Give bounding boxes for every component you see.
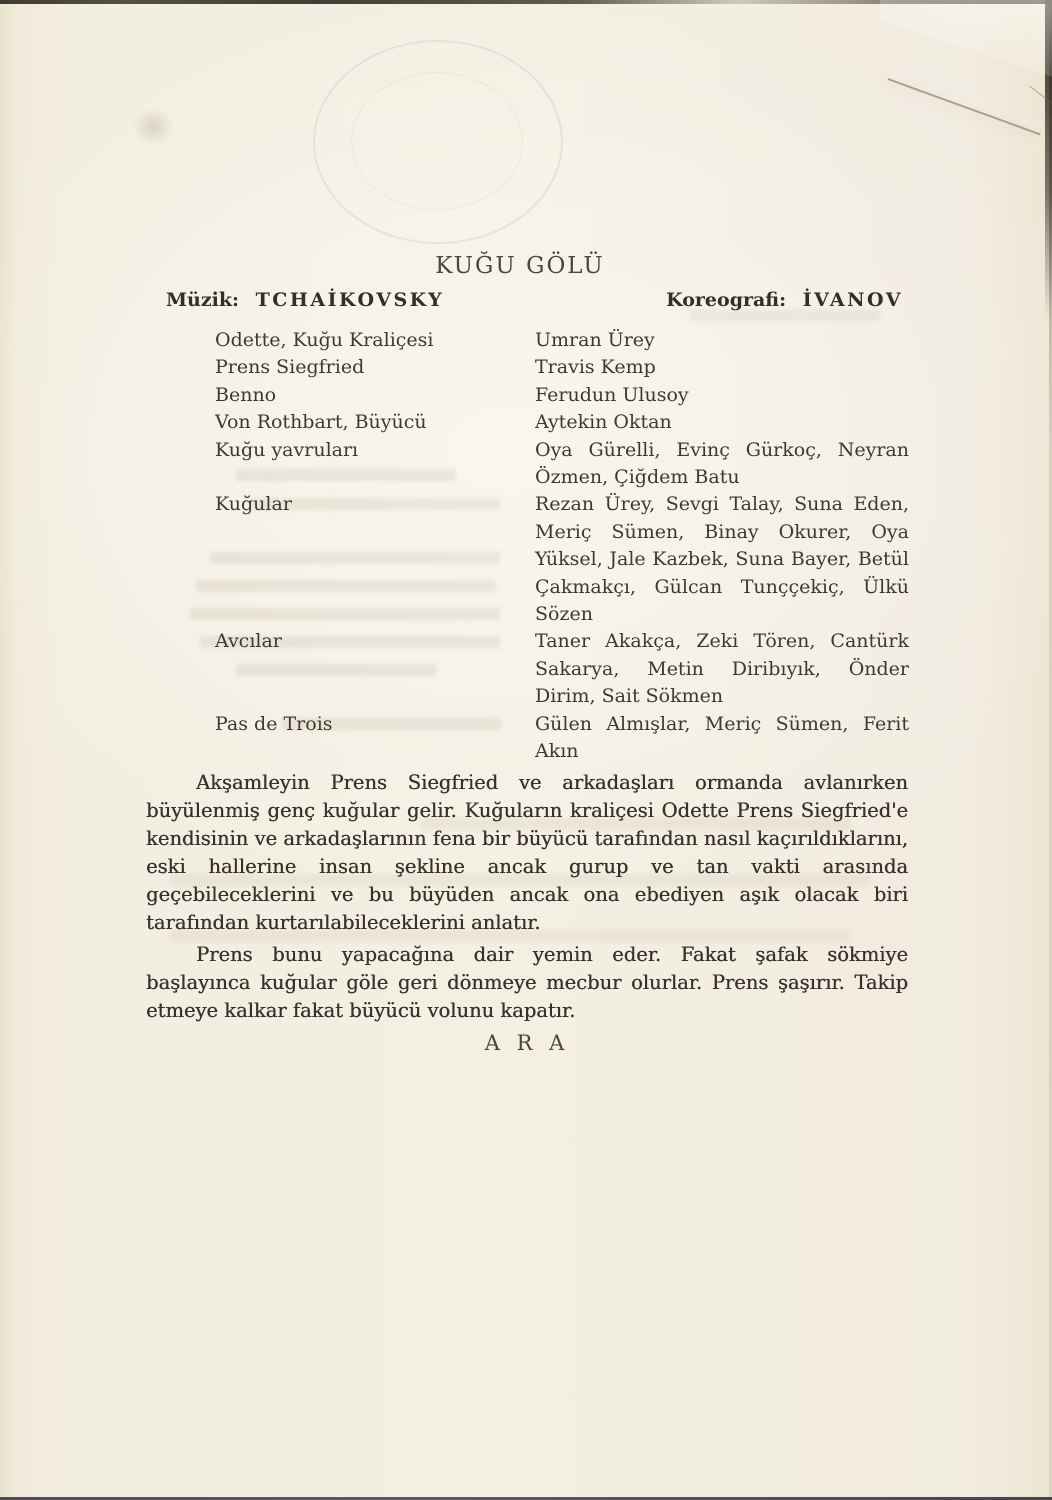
cast-role: Odette, Kuğu Kraliçesi [215,329,434,351]
choreography-credit [666,289,903,311]
cast-role: Avcılar [215,630,282,653]
music-label: Müzik: [166,289,240,311]
cast-role: Prens Siegfried [215,356,365,379]
cast-performers: Travis Kemp [535,356,656,379]
music-value: TCHAİKOVSKY [255,289,445,311]
credits-row [166,289,903,311]
cast-performers: Oya Gürelli, Evinç Gürkoç, Neyran Özmen, Çiğdem Batu [535,438,909,489]
corner-fold-crease [888,78,1041,135]
cast-row [215,354,909,381]
cast-performers: Ferudun Ulusoy [535,383,689,406]
cast-performers: Umran Ürey [535,329,655,351]
cast-role: Von Rothbart, Büyücü [215,411,427,434]
cast-role: Kuğu yavruları [215,438,359,461]
cast-row [215,327,909,354]
cast-performers: Rezan Ürey, Sevgi Talay, Suna Eden, Meriç Sümen, Binay Okurer, Oya Yüksel, Jale Kazbek, Suna Bayer, Betül Çakmakçı, Gülcan Tunççekiç, Ülkü Sözen [535,493,909,626]
corner-fold-highlight [880,0,1052,110]
cast-role: Kuğular [215,493,292,516]
cast-row [215,711,909,766]
faint-stamp-circle [313,40,563,244]
cast-row [215,382,909,409]
synopsis-paragraph-1: Akşamleyin Prens Siegfried ve arkadaşları ormanda avlanırken büyülenmiş genç kuğular gelir. Kuğuların kraliçesi Odette Prens Siegfried'e kendisinin ve arkadaşlarının fena bir büyücü tarafından nasıl kaçırıldıklarını, eski hallerine insan şekline ancak gurup ve tan vakti arasında geçebileceklerini ve bu büyüden ancak ona ebediyen aşık olacak biri tarafından kurtarılabileceklerini anlatır. [146,771,908,934]
paper-smudge [132,108,174,146]
choreography-label: Koreografi: [666,289,787,311]
choreography-value: İVANOV [802,289,903,311]
cast-list [215,327,909,766]
cast-row [215,628,909,710]
show-through-ghosting [690,310,880,321]
music-credit [166,289,444,311]
cast-role: Benno [215,383,277,406]
synopsis-paragraph-2: Prens bunu yapacağına dair yemin eder. Fakat şafak sökmiye başlayınca kuğular göle geri dönmeye mecbur olurlar. Prens şaşırır. Takip etmeye kalkar fakat büyücü volunu kapatır. [146,943,908,1022]
cast-performers: Aytekin Oktan [535,411,672,434]
page-title: KUĞU GÖLÜ [435,253,605,280]
cast-row [215,409,909,436]
cast-row [215,491,909,628]
cast-row [215,437,909,492]
cast-performers: Gülen Almışlar, Meriç Sümen, Ferit Akın [535,712,909,763]
faint-stamp-inner-circle [351,72,523,210]
synopsis [146,769,908,1029]
intermission-label: A R A [484,1031,570,1055]
cast-performers: Taner Akakça, Zeki Tören, Cantürk Sakarya, Metin Diribıyık, Önder Dirim, Sait Sökmen [535,630,909,708]
cast-role: Pas de Trois [215,712,333,735]
